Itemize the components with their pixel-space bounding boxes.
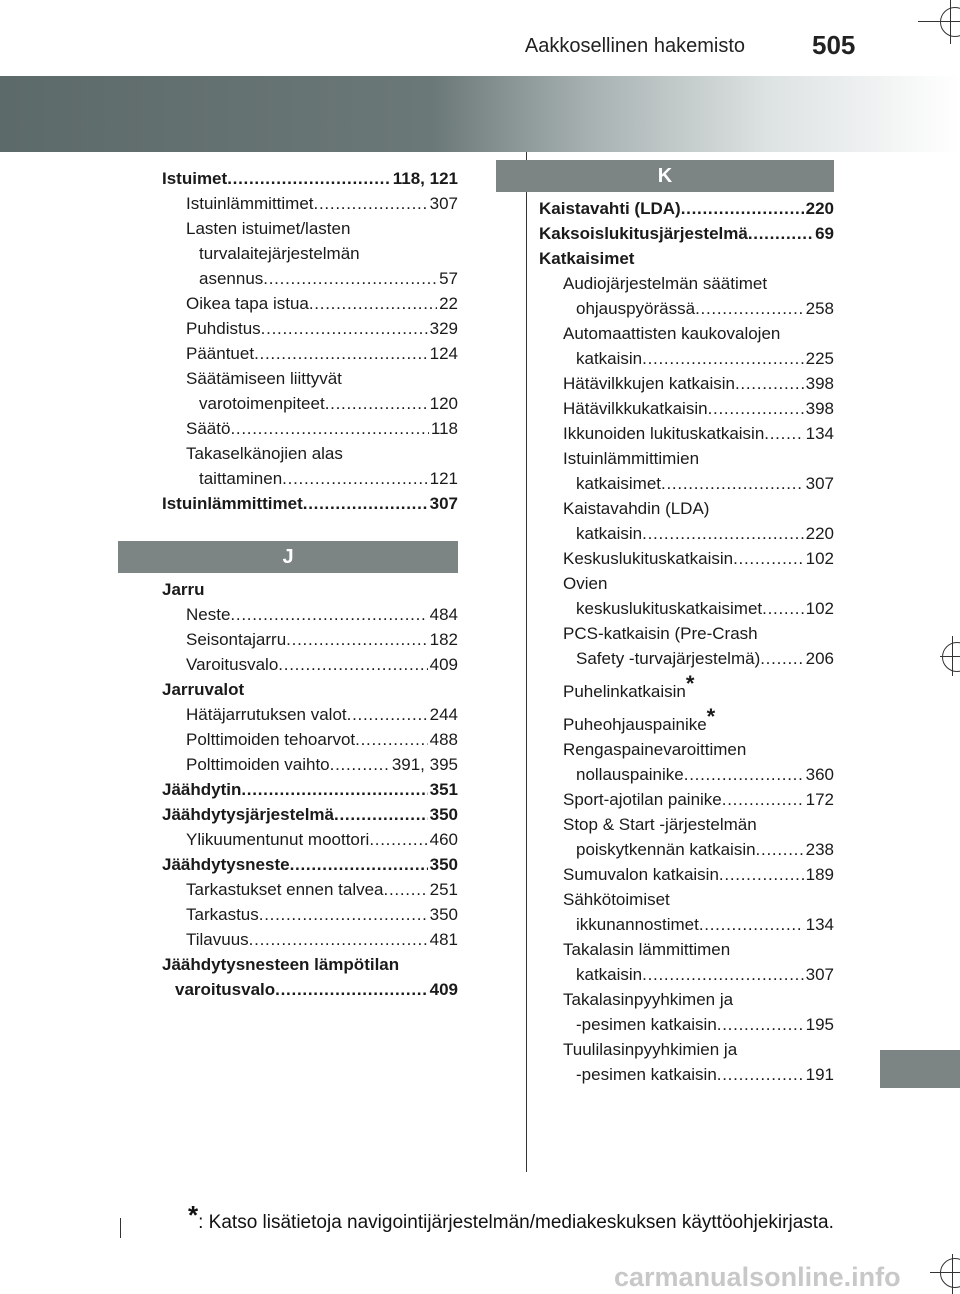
entry-label: Automaattisten kaukovalojen	[563, 324, 781, 343]
leader-dots	[722, 787, 804, 812]
entry-page: 409	[429, 980, 458, 999]
leader-dots	[699, 912, 804, 937]
leader-dots	[330, 752, 390, 777]
index-entry	[162, 877, 458, 902]
entry-label: Audiojärjestelmän säätimet	[563, 274, 768, 293]
leader-dots	[325, 391, 428, 416]
index-entry	[162, 166, 458, 191]
entry-page: 102	[805, 549, 834, 568]
index-entry	[539, 812, 834, 837]
entry-label: Säätämiseen liittyvät	[186, 369, 342, 388]
index-entry	[539, 321, 834, 346]
index-entry	[539, 471, 834, 496]
leader-dots	[347, 702, 428, 727]
entry-page: 398	[805, 399, 834, 418]
leader-dots	[369, 827, 427, 852]
leader-dots	[278, 652, 427, 677]
index-entry	[539, 987, 834, 1012]
entry-page: 481	[429, 930, 458, 949]
entry-label: Jäähdytin	[162, 780, 242, 799]
entry-label: katkaisimet	[576, 474, 662, 493]
entry-page: 307	[429, 194, 458, 213]
entry-page: 220	[805, 199, 834, 218]
index-entry	[539, 646, 834, 671]
index-entry	[162, 677, 458, 702]
leader-dots	[695, 296, 804, 321]
crop-mark	[120, 1218, 121, 1238]
entry-page: 307	[429, 494, 458, 513]
entry-label: Tarkastukset ennen talvea	[186, 880, 384, 899]
entry-label: Jarruvalot	[162, 680, 245, 699]
entry-label: Takalasin lämmittimen	[563, 940, 731, 959]
leader-dots	[290, 852, 428, 877]
index-j-column	[162, 577, 458, 1002]
index-entry	[162, 952, 458, 977]
entry-page: 206	[805, 649, 834, 668]
leader-dots	[249, 927, 428, 952]
index-entry	[162, 491, 458, 516]
index-entry	[539, 962, 834, 987]
entry-page: 225	[805, 349, 834, 368]
index-entry	[539, 521, 834, 546]
entry-label: Lasten istuimet/lasten	[186, 219, 351, 238]
entry-label: Jäähdytysneste	[162, 855, 290, 874]
section-letter: K	[657, 165, 673, 187]
entry-label: Varoitusvalo	[186, 655, 279, 674]
leader-dots	[263, 266, 437, 291]
entry-label: poiskytkennän katkaisin	[576, 840, 756, 859]
entry-page: 307	[805, 474, 834, 493]
index-entry	[539, 762, 834, 787]
index-entry	[162, 341, 458, 366]
entry-label: Hätävilkkukatkaisin	[563, 399, 708, 418]
entry-label: Katkaisimet	[539, 249, 635, 268]
index-entry	[162, 291, 458, 316]
registration-mark-icon	[940, 7, 960, 37]
entry-label: ikkunannostimet	[576, 915, 699, 934]
index-entry	[539, 887, 834, 912]
index-entry	[539, 596, 834, 621]
index-entry	[162, 266, 458, 291]
entry-page: 134	[805, 915, 834, 934]
entry-label: Puhdistus	[186, 319, 261, 338]
leader-dots	[735, 371, 804, 396]
entry-page: 191	[805, 1065, 834, 1084]
index-entry	[162, 977, 458, 1002]
index-entry	[539, 737, 834, 762]
entry-label: Puhelinkatkaisin	[563, 682, 686, 701]
index-entry	[539, 571, 834, 596]
section-letter: J	[282, 546, 294, 568]
entry-label: Ylikuumentunut moottori	[186, 830, 370, 849]
entry-label: katkaisin	[576, 524, 643, 543]
entry-page: 172	[805, 790, 834, 809]
entry-label: turvalaitejärjestelmän	[199, 244, 360, 263]
entry-label: Oikea tapa istua	[186, 294, 309, 313]
entry-label: katkaisin	[576, 965, 643, 984]
entry-label: Tuulilasinpyyhkimien ja	[563, 1040, 738, 1059]
index-entry	[539, 671, 834, 704]
index-entry	[539, 862, 834, 887]
footnote-star: *	[706, 704, 716, 729]
index-entry	[539, 787, 834, 812]
entry-label: Jäähdytysjärjestelmä	[162, 805, 334, 824]
index-k-column	[539, 196, 834, 1087]
index-left-column	[162, 166, 458, 516]
footnote-text: : Katso lisätietoja navigointijärjestelmän/mediakeskuksen käyttöohjekirjasta.	[198, 1212, 834, 1233]
entry-label: Istuinlämmittimet	[162, 494, 303, 513]
index-entry	[162, 391, 458, 416]
index-entry	[162, 366, 458, 391]
entry-label: Jarru	[162, 580, 205, 599]
index-entry	[162, 441, 458, 466]
entry-page: 220	[805, 524, 834, 543]
index-entry	[539, 912, 834, 937]
entry-page: 409	[429, 655, 458, 674]
entry-label: Kaistavahdin (LDA)	[563, 499, 710, 518]
index-entry	[162, 752, 458, 777]
index-entry	[539, 371, 834, 396]
registration-mark-icon	[942, 642, 960, 672]
entry-page: 195	[805, 1015, 834, 1034]
entry-label: Takalasinpyyhkimen ja	[563, 990, 734, 1009]
entry-label: Neste	[186, 605, 231, 624]
index-entry	[162, 241, 458, 266]
entry-page: 258	[805, 299, 834, 318]
index-entry	[162, 777, 458, 802]
index-entry	[539, 496, 834, 521]
section-header-k	[496, 160, 834, 192]
header-title: Aakkosellinen hakemisto	[524, 35, 745, 57]
leader-dots	[227, 166, 391, 191]
leader-dots	[261, 316, 428, 341]
index-entry	[162, 802, 458, 827]
leader-dots	[684, 762, 804, 787]
entry-page: 69	[815, 224, 834, 243]
entry-page: 189	[805, 865, 834, 884]
index-entry	[162, 602, 458, 627]
entry-page: 360	[805, 765, 834, 784]
entry-label: PCS-katkaisin (Pre-Crash	[563, 624, 758, 643]
entry-label: Sumuvalon katkaisin	[563, 865, 719, 884]
page-number: 505	[812, 30, 856, 60]
entry-label: Istuimet	[162, 169, 228, 188]
entry-label: asennus	[199, 269, 264, 288]
index-entry	[539, 546, 834, 571]
watermark: carmanualsonline.info	[614, 1262, 901, 1292]
entry-page: 460	[429, 830, 458, 849]
entry-label: Takaselkänojien alas	[186, 444, 343, 463]
entry-label: Ovien	[563, 574, 608, 593]
entry-label: Hätävilkkujen katkaisin	[563, 374, 735, 393]
footnote-star: *	[685, 671, 695, 696]
leader-dots	[355, 727, 427, 752]
leader-dots	[254, 341, 428, 366]
index-entry	[162, 652, 458, 677]
entry-label: Seisontajarru	[186, 630, 287, 649]
leader-dots	[762, 596, 804, 621]
index-entry	[539, 221, 834, 246]
leader-dots	[764, 421, 803, 446]
index-entry	[539, 446, 834, 471]
index-entry	[162, 727, 458, 752]
index-entry	[539, 346, 834, 371]
thumb-index-tab	[880, 1050, 960, 1088]
footnote	[188, 1200, 834, 1234]
entry-page: 484	[429, 605, 458, 624]
entry-page: 22	[439, 294, 458, 313]
entry-label: Sport-ajotilan painike	[563, 790, 722, 809]
index-entry	[162, 191, 458, 216]
leader-dots	[282, 466, 427, 491]
entry-page: 391, 395	[391, 755, 458, 774]
footnote-star: *	[188, 1200, 199, 1230]
index-entry	[162, 702, 458, 727]
index-entry	[539, 271, 834, 296]
leader-dots	[642, 346, 803, 371]
index-entry	[162, 852, 458, 877]
leader-dots	[286, 627, 427, 652]
entry-label: Ikkunoiden lukituskatkaisin	[563, 424, 765, 443]
entry-label: Säätö	[186, 419, 231, 438]
leader-dots	[748, 221, 813, 246]
entry-label: Safety -turvajärjestelmä)	[576, 649, 761, 668]
entry-label: nollauspainike	[576, 765, 684, 784]
entry-label: Puheohjauspainike	[563, 715, 707, 734]
entry-page: 238	[805, 840, 834, 859]
entry-page: 134	[805, 424, 834, 443]
entry-label: Kaistavahti (LDA)	[539, 199, 681, 218]
entry-page: 120	[429, 394, 458, 413]
index-entry	[539, 837, 834, 862]
index-entry	[162, 927, 458, 952]
index-entry	[162, 627, 458, 652]
entry-page: 118, 121	[392, 169, 458, 188]
entry-page: 57	[439, 269, 458, 288]
index-entry	[162, 466, 458, 491]
entry-label: Kaksoislukitusjärjestelmä	[539, 224, 748, 243]
index-entry	[539, 704, 834, 737]
leader-dots	[314, 191, 428, 216]
index-entry	[162, 902, 458, 927]
entry-label: Istuinlämmittimien	[563, 449, 700, 468]
entry-label: taittaminen	[199, 469, 283, 488]
header-banner	[0, 76, 960, 152]
leader-dots	[642, 521, 803, 546]
leader-dots	[303, 491, 428, 516]
entry-label: Keskuslukituskatkaisin	[563, 549, 734, 568]
leader-dots	[275, 977, 427, 1002]
leader-dots	[760, 646, 803, 671]
entry-page: 118	[430, 419, 458, 438]
entry-label: katkaisin	[576, 349, 643, 368]
index-entry	[162, 416, 458, 441]
entry-page: 121	[429, 469, 458, 488]
leader-dots	[733, 546, 804, 571]
leader-dots	[717, 1012, 804, 1037]
index-entry	[539, 421, 834, 446]
entry-label: Polttimoiden vaihto	[186, 755, 330, 774]
entry-label: Pääntuet	[186, 344, 255, 363]
index-entry	[539, 246, 834, 271]
registration-mark-icon	[940, 1258, 960, 1288]
entry-page: 182	[429, 630, 458, 649]
column-divider	[526, 152, 527, 1172]
entry-page: 307	[805, 965, 834, 984]
entry-label: Polttimoiden tehoarvot	[186, 730, 356, 749]
entry-page: 398	[805, 374, 834, 393]
index-entry	[539, 1062, 834, 1087]
entry-page: 251	[429, 880, 458, 899]
entry-label: Tilavuus	[186, 930, 249, 949]
entry-label: varoitusvalo	[175, 980, 276, 999]
entry-label: -pesimen katkaisin	[576, 1065, 717, 1084]
index-entry	[162, 577, 458, 602]
entry-page: 244	[429, 705, 458, 724]
entry-page: 351	[429, 780, 458, 799]
entry-label: Hätäjarrutuksen valot	[186, 705, 347, 724]
leader-dots	[334, 802, 428, 827]
leader-dots	[756, 837, 804, 862]
entry-label: keskuslukituskatkaisimet	[576, 599, 763, 618]
leader-dots	[708, 396, 804, 421]
leader-dots	[681, 196, 804, 221]
entry-label: Jäähdytysnesteen lämpötilan	[162, 955, 400, 974]
entry-page: 350	[429, 855, 458, 874]
leader-dots	[230, 416, 428, 441]
entry-label: Stop & Start -järjestelmän	[563, 815, 757, 834]
index-entry	[539, 937, 834, 962]
index-entry	[162, 827, 458, 852]
leader-dots	[661, 471, 804, 496]
leader-dots	[719, 862, 804, 887]
section-header-j	[118, 541, 458, 573]
entry-page: 350	[429, 905, 458, 924]
leader-dots	[259, 902, 428, 927]
entry-page: 350	[429, 805, 458, 824]
entry-page: 124	[429, 344, 458, 363]
index-entry	[539, 196, 834, 221]
index-entry	[162, 316, 458, 341]
index-entry	[539, 1037, 834, 1062]
entry-label: Sähkötoimiset	[563, 890, 670, 909]
entry-label: ohjauspyörässä	[576, 299, 696, 318]
leader-dots	[384, 877, 428, 902]
index-entry	[539, 621, 834, 646]
index-entry	[539, 296, 834, 321]
entry-page: 488	[429, 730, 458, 749]
index-entry	[162, 216, 458, 241]
index-entry	[539, 1012, 834, 1037]
leader-dots	[230, 602, 427, 627]
leader-dots	[642, 962, 803, 987]
entry-label: Tarkastus	[186, 905, 259, 924]
entry-label: Rengaspainevaroittimen	[563, 740, 747, 759]
index-entry	[539, 396, 834, 421]
leader-dots	[241, 777, 427, 802]
entry-label: Istuinlämmittimet	[186, 194, 314, 213]
entry-label: varotoimenpiteet	[199, 394, 325, 413]
leader-dots	[309, 291, 437, 316]
entry-label: -pesimen katkaisin	[576, 1015, 717, 1034]
leader-dots	[717, 1062, 804, 1087]
entry-page: 102	[805, 599, 834, 618]
entry-page: 329	[429, 319, 458, 338]
